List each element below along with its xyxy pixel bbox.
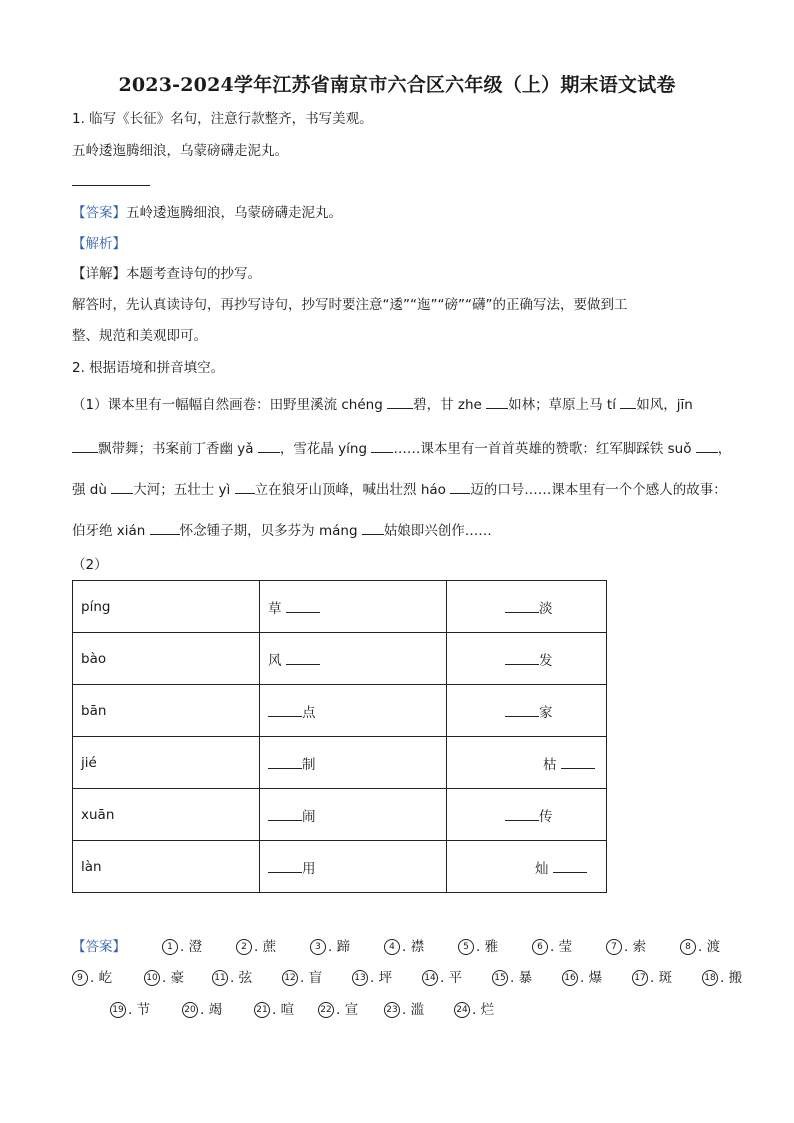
answer-number: 3 (310, 939, 326, 955)
fill-blank (72, 440, 98, 453)
word-cell-b (447, 581, 607, 633)
word-cell-a (260, 737, 447, 789)
answer-number: 4 (384, 939, 400, 955)
q1-answer-blank (72, 185, 150, 186)
answer-char: . 宣 (336, 1002, 359, 1018)
fill-blank (505, 808, 539, 821)
answer-number: 6 (532, 939, 548, 955)
table-row (73, 841, 607, 893)
word-suffix: 淡 (539, 600, 553, 617)
answer-text: 五岭逶迤腾细浪，乌蒙磅礴走泥丸。 (126, 205, 342, 221)
answer-number: 5 (458, 939, 474, 955)
q2-paragraph-line2 (72, 440, 731, 458)
q1-detail-line2: 解答时，先认真读诗句，再抄写诗句，抄写时要注意“逶”“迤”“磅”“礴”的正确写法，要做到工 (72, 297, 628, 313)
word-prefix: 草 (268, 600, 282, 617)
pinyin-cell: làn (73, 841, 260, 893)
text-segment: 碧，甘 zhe (413, 397, 482, 413)
word-cell-b (447, 633, 607, 685)
answer-number: 23 (384, 1002, 400, 1018)
q2-sub2-label: （2） (72, 557, 108, 573)
answer-number: 13 (352, 970, 368, 986)
answer-number: 10 (144, 970, 160, 986)
answer-char: . 暴 (510, 970, 533, 986)
detail-tag: 【详解】 (72, 266, 126, 282)
answer-number: 7 (606, 939, 622, 955)
answer-item (310, 935, 350, 955)
q2-paragraph-line1 (72, 396, 693, 414)
text-segment: 如风，jīn (636, 397, 693, 413)
word-cell-b (447, 841, 607, 893)
answer-item (606, 935, 646, 955)
answer-item (384, 935, 424, 955)
answer-item (492, 966, 532, 986)
answer-char: . 坪 (370, 970, 393, 986)
answer-number: 2 (236, 939, 252, 955)
answer-item (212, 966, 252, 986)
answer-char: . 滥 (402, 1002, 425, 1018)
word-suffix: 发 (539, 652, 553, 669)
fill-blank (150, 522, 180, 535)
answer-char: . 豪 (162, 970, 185, 986)
answer-item (422, 966, 462, 986)
fill-blank (696, 440, 718, 453)
text-segment: 大河；五壮士 yì (133, 482, 231, 498)
answer-number: 22 (318, 1002, 334, 1018)
fill-blank (286, 652, 320, 665)
answer-item (454, 998, 494, 1018)
answer-item (72, 966, 112, 986)
answer-number: 19 (110, 1002, 126, 1018)
answer-number: 15 (492, 970, 508, 986)
text-segment: ……课本里有一首首英雄的赞歌：红军脚踩铁 suǒ (393, 441, 692, 457)
answer-char: . 屹 (90, 970, 113, 986)
table-row (73, 581, 607, 633)
answer-number: 21 (254, 1002, 270, 1018)
text-segment: 如林；草原上马 tí (508, 397, 616, 413)
fill-blank (620, 396, 636, 409)
fill-blank (371, 440, 393, 453)
answer-item (110, 998, 150, 1018)
pinyin-cell: píng (73, 581, 260, 633)
answer-item (702, 966, 742, 986)
answer-char: . 爆 (580, 970, 603, 986)
fill-blank (268, 860, 302, 873)
answer-char: . 襟 (402, 939, 425, 955)
answer-number: 20 (182, 1002, 198, 1018)
fill-blank (486, 396, 508, 409)
answer-char: . 烂 (472, 1002, 495, 1018)
fill-blank (111, 481, 133, 494)
answer-number: 16 (562, 970, 578, 986)
answer-number: 9 (72, 970, 88, 986)
text-segment: （1）课本里有一幅幅自然画卷：田野里溪流 chéng (72, 397, 383, 413)
answer-item (144, 966, 184, 986)
answer-char: . 斑 (650, 970, 673, 986)
analysis-tag: 【解析】 (72, 236, 126, 252)
fill-blank (268, 808, 302, 821)
answer-item (680, 935, 720, 955)
answer-char: . 搬 (720, 970, 743, 986)
word-cell-b (447, 685, 607, 737)
text-segment: 立在狼牙山顶峰，喊出壮烈 háo (254, 482, 446, 498)
fill-blank (235, 481, 255, 494)
answer-item (318, 998, 358, 1018)
word-cell-a (260, 633, 447, 685)
table-row (73, 737, 607, 789)
table-row (73, 789, 607, 841)
answer-tag: 【答案】 (72, 939, 126, 955)
answer-number: 12 (282, 970, 298, 986)
text-segment: ，雪花晶 yíng (279, 441, 368, 457)
text-segment: ， (717, 441, 732, 457)
answer-char: . 雅 (476, 939, 499, 955)
fill-blank (268, 704, 302, 717)
answer-item (562, 966, 602, 986)
fill-blank (553, 860, 587, 873)
word-prefix: 风 (268, 652, 282, 669)
answer-number: 17 (632, 970, 648, 986)
text-segment: 伯牙绝 xián (72, 523, 146, 539)
word-suffix: 用 (302, 860, 316, 877)
text-segment: 迈的口号……课本里有一个个感人的故事： (470, 482, 727, 498)
word-cell-b (447, 789, 607, 841)
answer-item (182, 998, 222, 1018)
page-title: 2023-2024学年江苏省南京市六合区六年级（上）期末语文试卷 (118, 74, 676, 96)
answer-char: . 澄 (180, 939, 203, 955)
pinyin-cell: bào (73, 633, 260, 685)
answer-char: . 蔗 (254, 939, 277, 955)
fill-blank (450, 481, 470, 494)
pinyin-cell: bān (73, 685, 260, 737)
answer-item (254, 998, 294, 1018)
answer-item (352, 966, 392, 986)
answer-item (532, 935, 572, 955)
word-cell-a (260, 685, 447, 737)
fill-blank (286, 600, 320, 613)
word-cell-a (260, 581, 447, 633)
text-segment: 怀念锺子期，贝多芬为 máng (179, 523, 358, 539)
answer-char: . 平 (440, 970, 463, 986)
fill-blank (505, 652, 539, 665)
q2-paragraph-line4 (72, 522, 492, 540)
word-suffix: 传 (539, 808, 553, 825)
answer-char: . 弦 (230, 970, 253, 986)
q2-stem: 2. 根据语境和拼音填空。 (72, 360, 225, 376)
q1-detail (72, 265, 261, 283)
answer-item (236, 935, 276, 955)
answer-char: . 竭 (200, 1002, 223, 1018)
answer-item (458, 935, 498, 955)
answer-number: 8 (680, 939, 696, 955)
answer-char: . 喧 (272, 1002, 295, 1018)
text-segment: 姑娘即兴创作…… (383, 523, 492, 539)
answer-item (162, 935, 202, 955)
word-prefix: 枯 (543, 756, 557, 773)
q1-poem: 五岭逶迤腾细浪，乌蒙磅礴走泥丸。 (72, 143, 288, 159)
text-segment: 强 dù (72, 482, 107, 498)
detail-text: 本题考查诗句的抄写。 (126, 266, 261, 282)
word-cell-b (447, 737, 607, 789)
q2-answer-row-1 (72, 935, 126, 955)
word-suffix: 制 (302, 756, 316, 773)
fill-blank (387, 396, 413, 409)
word-suffix: 家 (539, 704, 553, 721)
answer-char: . 索 (624, 939, 647, 955)
q1-stem: 1. 临写《长征》名句，注意行款整齐，书写美观。 (72, 111, 373, 127)
text-segment: 飘带舞；书案前丁香幽 yǎ (98, 441, 254, 457)
answer-tag: 【答案】 (72, 205, 126, 221)
pinyin-table (72, 580, 607, 893)
q1-detail-line3: 整、规范和美观即可。 (72, 328, 207, 344)
fill-blank (258, 440, 280, 453)
table-row (73, 633, 607, 685)
q2-paragraph-line3 (72, 481, 727, 499)
answer-char: . 盲 (300, 970, 323, 986)
answer-number: 1 (162, 939, 178, 955)
fill-blank (268, 756, 302, 769)
answer-item (632, 966, 672, 986)
word-suffix: 闹 (302, 808, 316, 825)
answer-number: 14 (422, 970, 438, 986)
fill-blank (505, 704, 539, 717)
answer-number: 24 (454, 1002, 470, 1018)
word-cell-a (260, 789, 447, 841)
word-suffix: 点 (302, 704, 316, 721)
fill-blank (561, 756, 595, 769)
table-row (73, 685, 607, 737)
answer-char: . 蹄 (328, 939, 351, 955)
pinyin-cell: xuān (73, 789, 260, 841)
answer-char: . 莹 (550, 939, 573, 955)
fill-blank (362, 522, 384, 535)
pinyin-cell: jié (73, 737, 260, 789)
fill-blank (505, 600, 539, 613)
answer-number: 11 (212, 970, 228, 986)
answer-item (384, 998, 424, 1018)
answer-number: 18 (702, 970, 718, 986)
answer-item (282, 966, 322, 986)
answer-char: . 渡 (698, 939, 721, 955)
word-cell-a (260, 841, 447, 893)
word-prefix: 灿 (535, 860, 549, 877)
q1-answer (72, 204, 342, 222)
answer-char: . 节 (128, 1002, 151, 1018)
